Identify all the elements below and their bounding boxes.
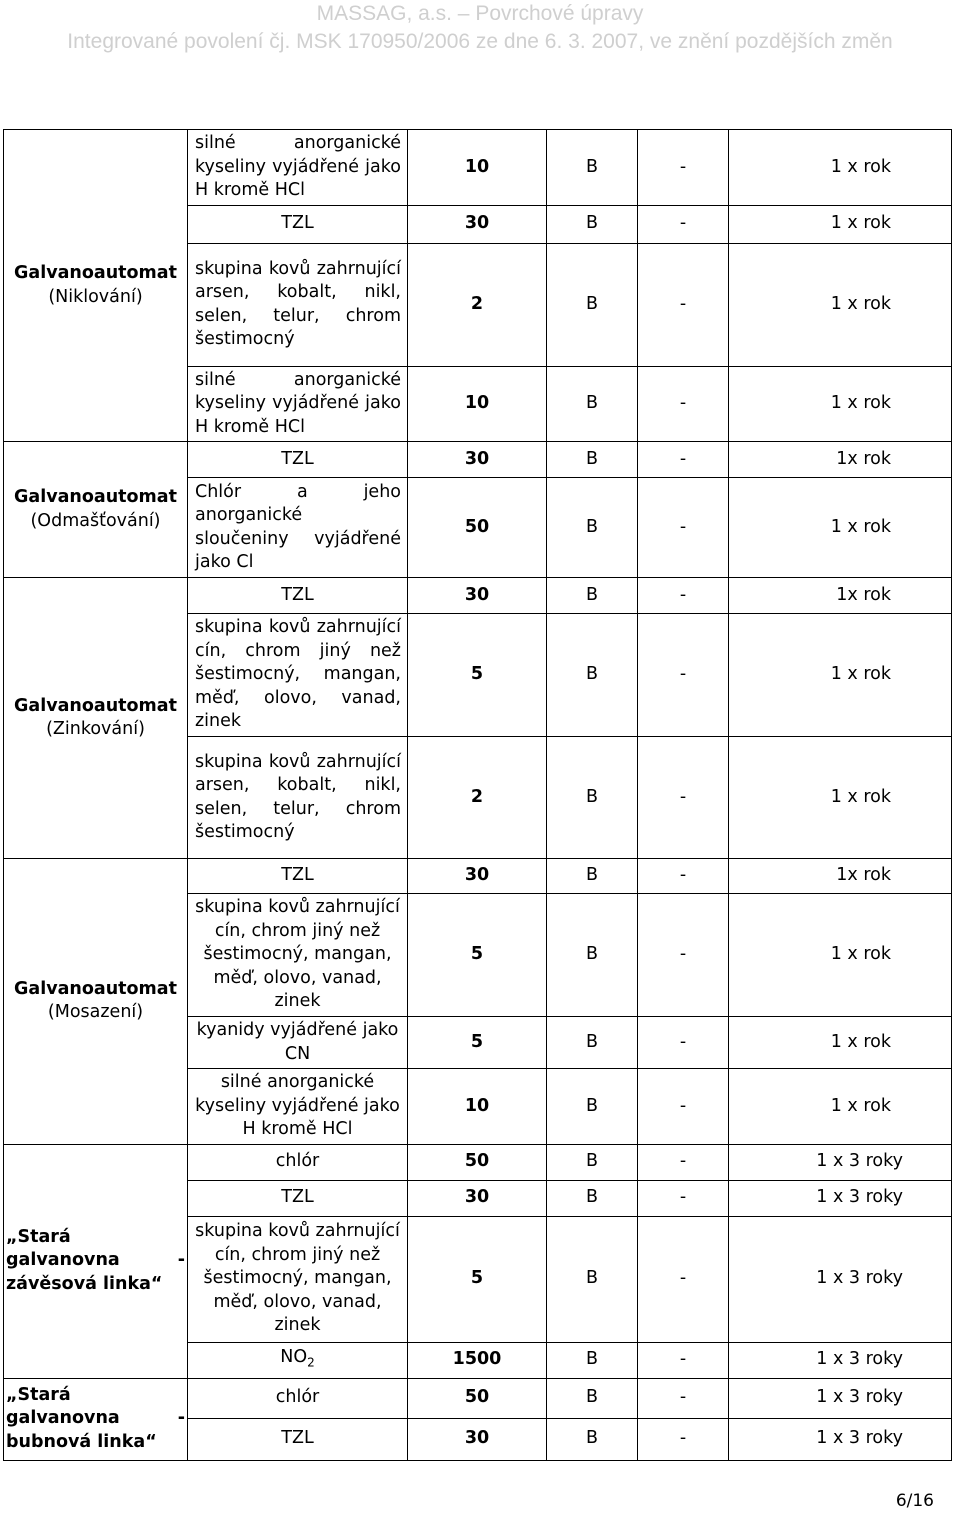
type-cell: B [547,1378,638,1418]
freq-cell: 1x rok [729,578,952,614]
type-cell: B [547,1069,638,1145]
limit-cell: 10 [408,366,547,442]
limit-cell: 30 [408,859,547,894]
freq-cell: 1 x rok [729,366,952,442]
substance-cell: TZL [188,1418,408,1460]
type-cell: B [547,205,638,243]
freq-cell: 1 x 3 roky [729,1418,952,1460]
table-row [4,442,952,478]
type-cell: B [547,1418,638,1460]
limit-cell: 30 [408,205,547,243]
group-name: Galvanoautomat [14,487,177,507]
table-row [4,859,952,894]
substance-cell: TZL [188,859,408,894]
type-cell: B [547,1017,638,1069]
type-cell: B [547,1180,638,1216]
type-cell: B [547,737,638,859]
substance-cell: TZL [188,578,408,614]
type-cell: B [547,130,638,206]
group-cell [4,1378,188,1460]
group-name: Galvanoautomat [14,695,177,716]
group-name: Galvanoautomat [14,978,177,999]
table-row [4,1144,952,1180]
group-cell [4,442,188,578]
freq-cell: 1 x rok [729,737,952,859]
substance-cell: silné anorganické kyseliny vyjádřené jako H kromě HCl [188,130,408,206]
group-cell [4,578,188,859]
type-cell: B [547,614,638,737]
freq-cell: 1 x 3 roky [729,1180,952,1216]
group-name: „Stará [6,1384,71,1405]
substance-subscript: 2 [307,1355,315,1369]
dash-cell: - [638,737,729,859]
freq-cell: 1 x 3 roky [729,1216,952,1342]
type-cell: B [547,243,638,366]
freq-cell: 1 x rok [729,478,952,578]
group-name-line3: bubnová linka“ [6,1431,157,1452]
group-name: Galvanoautomat [14,263,177,283]
substance-cell: TZL [188,205,408,243]
dash-cell: - [638,205,729,243]
group-cell [4,130,188,442]
substance-cell: skupina kovů zahrnující arsen, kobalt, nikl, selen, telur, chrom šestimocný [188,243,408,366]
limit-cell: 5 [408,1017,547,1069]
type-cell: B [547,859,638,894]
dash-cell: - [638,442,729,478]
type-cell: B [547,366,638,442]
substance-cell: skupina kovů zahrnující cín, chrom jiný než šestimocný, mangan, měď, olovo, vanad, zinek [188,614,408,737]
type-cell: B [547,1342,638,1378]
dash-cell: - [638,859,729,894]
dash-cell: - [638,366,729,442]
limit-cell: 5 [408,894,547,1017]
substance-cell [188,1342,408,1378]
limit-cell: 1500 [408,1342,547,1378]
group-name-line2: galvanovna - [6,1250,185,1271]
substance-cell: TZL [188,1180,408,1216]
freq-cell: 1x rok [729,442,952,478]
dash-cell: - [638,1378,729,1418]
group-subname: (Niklování) [48,286,143,307]
dash-cell: - [638,894,729,1017]
table-row [4,578,952,614]
limit-cell: 30 [408,1418,547,1460]
substance-text: NO [280,1346,308,1367]
dash-cell: - [638,130,729,206]
table-row [4,1378,952,1418]
substance-cell: TZL [188,442,408,478]
dash-cell: - [638,578,729,614]
substance-cell: skupina kovů zahrnující cín, chrom jiný než šestimocný, mangan, měď, olovo, vanad, zinek [188,1216,408,1342]
dash-cell: - [638,243,729,366]
freq-cell: 1x rok [729,859,952,894]
limit-cell: 2 [408,243,547,366]
group-subname: (Zinkování) [46,719,145,739]
dash-cell: - [638,1418,729,1460]
group-name-line3: závěsová linka“ [6,1273,163,1294]
freq-cell: 1 x rok [729,205,952,243]
substance-cell: chlór [188,1378,408,1418]
dash-cell: - [638,478,729,578]
dash-cell: - [638,1069,729,1145]
freq-cell: 1 x rok [729,1069,952,1145]
group-cell [4,1144,188,1378]
freq-cell: 1 x rok [729,614,952,737]
group-subname: (Mosazení) [47,1002,144,1023]
group-name-line2: galvanovna - [6,1408,185,1429]
substance-cell: skupina kovů zahrnující cín, chrom jiný než šestimocný, mangan, měď, olovo, vanad, zinek [188,894,408,1017]
substance-cell: silné anorganické kyseliny vyjádřené jako H kromě HCl [188,1069,408,1145]
type-cell: B [547,442,638,478]
freq-cell: 1 x rok [729,1017,952,1069]
limit-cell: 30 [408,442,547,478]
page-number: 6/16 [895,1491,934,1511]
substance-cell: skupina kovů zahrnující arsen, kobalt, nikl, selen, telur, chrom šestimocný [188,737,408,859]
substance-cell: chlór [188,1144,408,1180]
group-cell [4,859,188,1145]
freq-cell: 1 x 3 roky [729,1378,952,1418]
freq-cell: 1 x rok [729,130,952,206]
substance-cell: Chlór a jeho anorganické sloučeniny vyjádřené jako Cl [188,478,408,578]
dash-cell: - [638,1216,729,1342]
limit-cell: 2 [408,737,547,859]
limit-cell: 5 [408,614,547,737]
dash-cell: - [638,614,729,737]
freq-cell: 1 x rok [729,894,952,1017]
type-cell: B [547,478,638,578]
table-row [4,130,952,206]
type-cell: B [547,578,638,614]
emission-table [3,129,952,1461]
limit-cell: 10 [408,1069,547,1145]
freq-cell: 1 x rok [729,243,952,366]
group-name: „Stará [6,1226,71,1247]
group-subname: (Odmašťování) [30,510,161,531]
substance-cell: kyanidy vyjádřené jako CN [188,1017,408,1069]
dash-cell: - [638,1180,729,1216]
header-company: MASSAG, a.s. – Povrchové úpravy [316,2,644,25]
limit-cell: 50 [408,1144,547,1180]
type-cell: B [547,1144,638,1180]
dash-cell: - [638,1144,729,1180]
limit-cell: 30 [408,578,547,614]
freq-cell: 1 x 3 roky [729,1144,952,1180]
header-permit: Integrované povolení čj. MSK 170950/2006 ze dne 6. 3. 2007, ve znění pozdějších změn [67,30,893,53]
substance-cell: silné anorganické kyseliny vyjádřené jako H kromě HCl [188,366,408,442]
type-cell: B [547,894,638,1017]
type-cell: B [547,1216,638,1342]
dash-cell: - [638,1017,729,1069]
limit-cell: 50 [408,1378,547,1418]
freq-cell: 1 x 3 roky [729,1342,952,1378]
limit-cell: 5 [408,1216,547,1342]
limit-cell: 10 [408,130,547,206]
dash-cell: - [638,1342,729,1378]
limit-cell: 50 [408,478,547,578]
limit-cell: 30 [408,1180,547,1216]
